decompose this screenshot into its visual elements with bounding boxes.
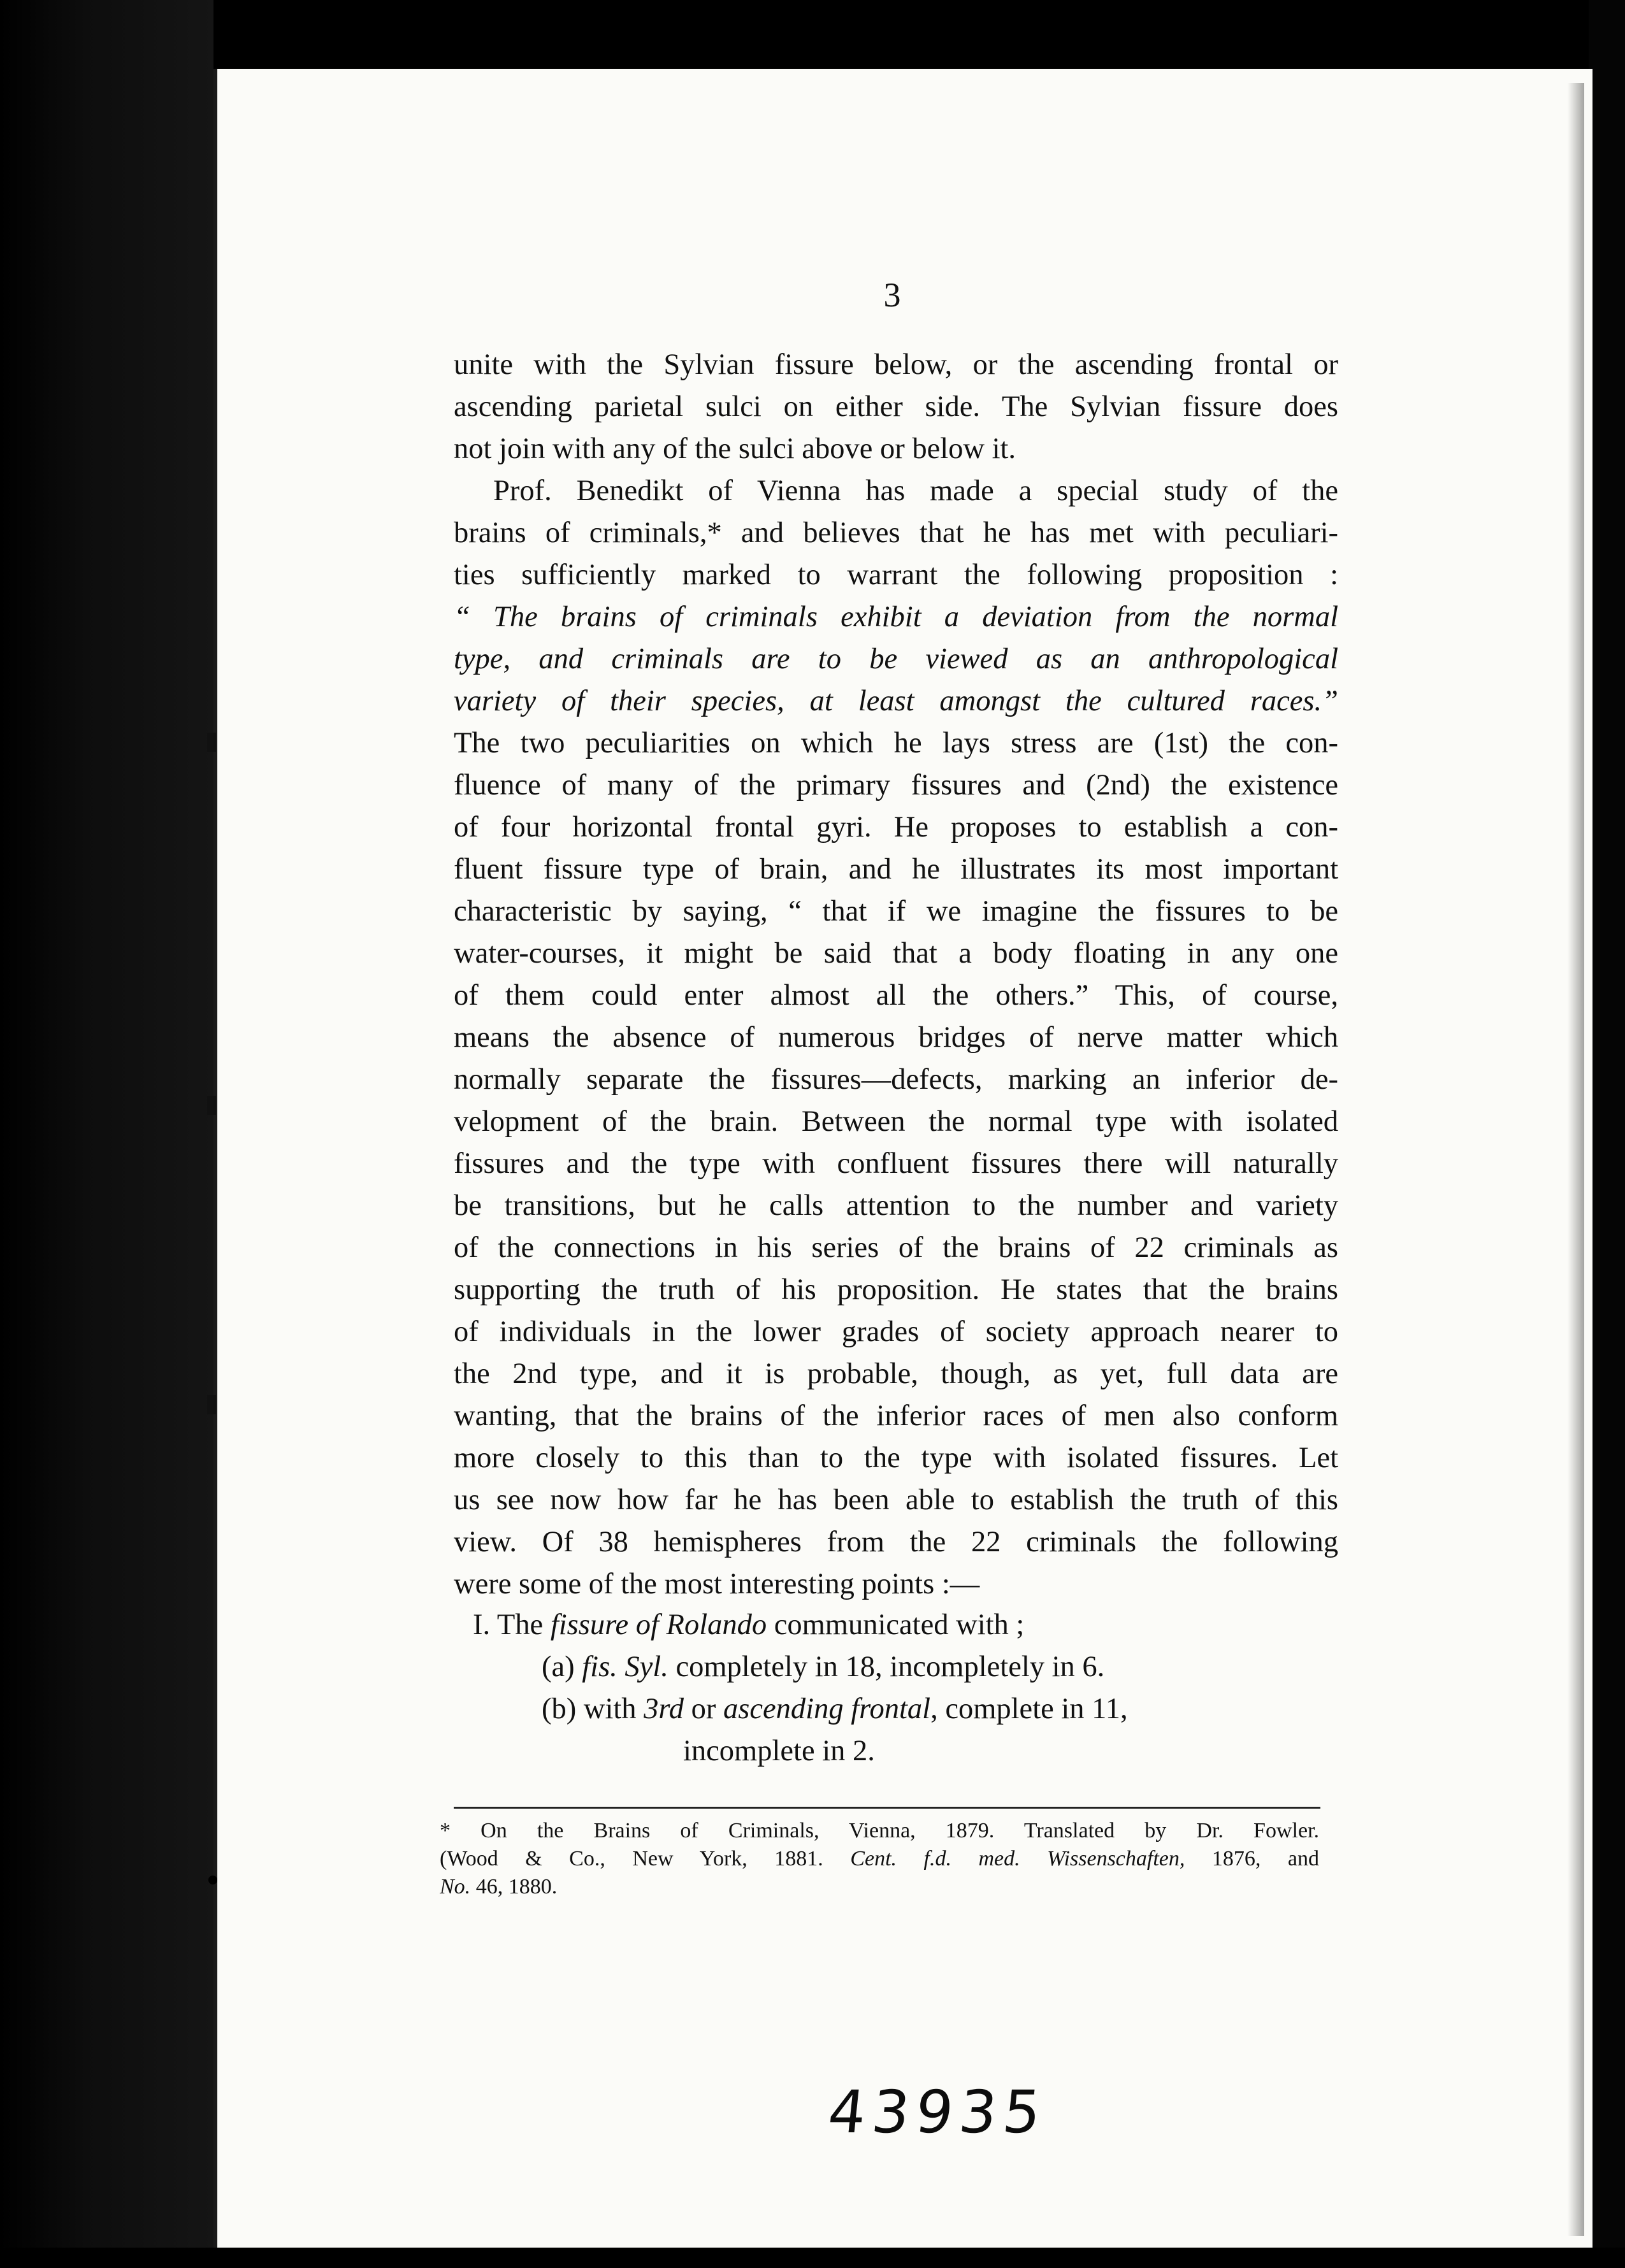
quote-line: “ The brains of criminals exhibit a deviation from the normal — [454, 601, 1338, 633]
text-line: fluence of many of the primary fissures and (2nd) the existence — [454, 769, 1338, 801]
text-line: water-courses, it might be said that a body floating in any one — [454, 937, 1338, 970]
footnote-rule — [454, 1807, 1320, 1809]
footnote-line: (Wood & Co., New York, 1881. Cent. f.d. med. Wissenschaften, 1876, and — [440, 1847, 1319, 1870]
list-subitem: (a) fis. Syl. completely in 18, incompletely in 6. — [542, 1651, 1105, 1683]
paragraph-1 — [454, 344, 1338, 470]
scan-border-top — [0, 0, 1625, 69]
text-line: wanting, that the brains of the inferior races of men also conform — [454, 1400, 1338, 1432]
margin-notch — [207, 733, 216, 752]
text-line: fluent fissure type of brain, and he illustrates its most important — [454, 853, 1338, 886]
margin-dot — [208, 1876, 217, 1884]
scan-border-bottom — [0, 2248, 1625, 2268]
handwritten-accession-number: 43935 — [825, 2078, 1051, 2146]
text-line: of them could enter almost all the others.” This, of course, — [454, 979, 1338, 1012]
text-line: fissures and the type with confluent fissures there will naturally — [454, 1147, 1338, 1180]
scan-border-left — [0, 0, 213, 2268]
list-item: I. The fissure of Rolando communicated with ; — [473, 1609, 1025, 1641]
findings-list — [454, 1604, 1340, 1772]
text-line: Prof. Benedikt of Vienna has made a special study of the — [493, 475, 1338, 507]
paragraph-2 — [454, 470, 1338, 1605]
text-line: velopment of the brain. Between the normal type with isolated — [454, 1105, 1338, 1138]
margin-notch — [207, 1096, 216, 1115]
page-number: 3 — [883, 276, 901, 314]
body-text — [454, 344, 1338, 1605]
list-subitem-continuation: incomplete in 2. — [683, 1735, 875, 1767]
text-line: ties sufficiently marked to warrant the following proposition : — [454, 559, 1338, 591]
text-line — [454, 638, 1338, 680]
text-line — [454, 680, 1338, 722]
text-line: be transitions, but he calls attention to the number and variety — [454, 1189, 1338, 1222]
text-line: unite with the Sylvian fissure below, or the ascending frontal or — [454, 348, 1338, 381]
text-line: means the absence of numerous bridges of nerve matter which — [454, 1021, 1338, 1054]
text-line: characteristic by saying, “ that if we imagine the fissures to be — [454, 895, 1338, 928]
text-line: us see now how far he has been able to establish the truth of this — [454, 1484, 1338, 1516]
quote-line: type, and criminals are to be viewed as an anthropological — [454, 643, 1338, 675]
footnote-line: No. 46, 1880. — [440, 1875, 558, 1898]
quote-line: variety of their species, at least amongst the cultured races.” — [454, 685, 1338, 717]
text-line: brains of criminals,* and believes that he has met with peculiari- — [454, 517, 1338, 549]
text-line: normally separate the fissures—defects, marking an inferior de- — [454, 1063, 1338, 1096]
text-line: supporting the truth of his proposition. He states that the brains — [454, 1274, 1338, 1306]
text-line: not join with any of the sulci above or below it. — [454, 433, 1016, 465]
text-line — [454, 596, 1338, 638]
text-line: The two peculiarities on which he lays stress are (1st) the con- — [454, 727, 1338, 759]
text-line: more closely to this than to the type with isolated fissures. Let — [454, 1442, 1338, 1474]
text-line: were some of the most interesting points :— — [454, 1568, 980, 1600]
page-fold-shadow — [1568, 83, 1584, 2236]
scan-border-right — [1589, 0, 1625, 2268]
list-subitem: (b) with 3rd or ascending frontal, complete in 11, — [542, 1693, 1128, 1725]
text-line: ascending parietal sulci on either side. The Sylvian fissure does — [454, 391, 1338, 423]
footnote-line: * On the Brains of Criminals, Vienna, 1879. Translated by Dr. Fowler. — [440, 1819, 1319, 1842]
text-line: of individuals in the lower grades of society approach nearer to — [454, 1316, 1338, 1348]
text-line: of four horizontal frontal gyri. He proposes to establish a con- — [454, 811, 1338, 843]
margin-notch — [207, 1395, 216, 1414]
text-line: of the connections in his series of the brains of 22 criminals as — [454, 1231, 1338, 1264]
text-line: view. Of 38 hemispheres from the 22 criminals the following — [454, 1526, 1338, 1558]
text-line: the 2nd type, and it is probable, though, as yet, full data are — [454, 1358, 1338, 1390]
footnote — [440, 1817, 1319, 1901]
